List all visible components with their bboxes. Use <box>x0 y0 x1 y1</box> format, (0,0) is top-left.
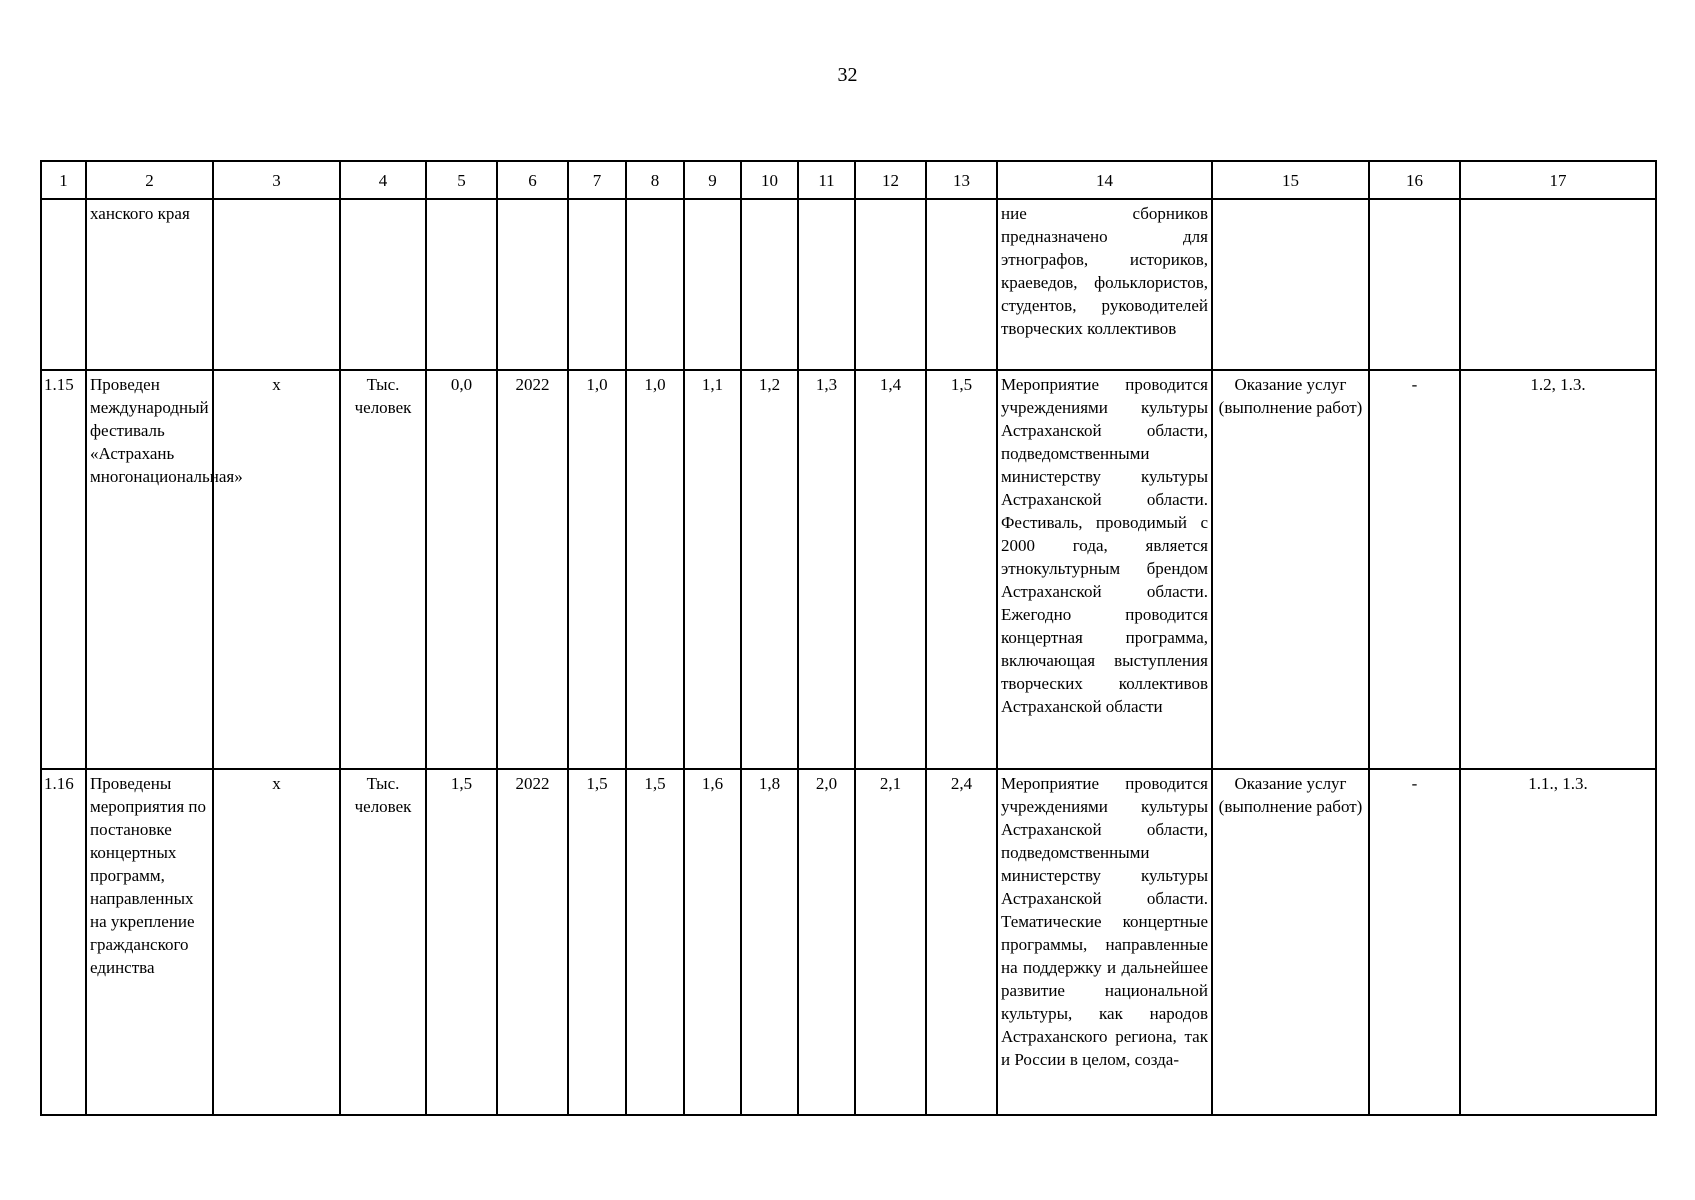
cell-col16: - <box>1369 370 1460 769</box>
value-cell <box>926 199 997 370</box>
result-name: Проведен международный фестиваль «Астрахань многонациональная» <box>86 370 213 769</box>
col-header-11: 11 <box>798 161 855 199</box>
value-cell: 1,3 <box>798 370 855 769</box>
base-year-cell: 2022 <box>497 769 568 1115</box>
type-cell: Оказание услуг (выполнение работ) <box>1212 370 1369 769</box>
cell-col3: х <box>213 370 340 769</box>
row-number: 1.16 <box>41 769 86 1115</box>
unit-cell: Тыс. человек <box>340 769 426 1115</box>
cell-col3 <box>213 199 340 370</box>
value-cell: 1,2 <box>741 370 798 769</box>
value-cell: 2,0 <box>798 769 855 1115</box>
value-cell: 2,1 <box>855 769 926 1115</box>
col-header-3: 3 <box>213 161 340 199</box>
result-name: ханского края <box>86 199 213 370</box>
col-header-1: 1 <box>41 161 86 199</box>
value-cell <box>798 199 855 370</box>
base-value-cell: 1,5 <box>426 769 497 1115</box>
value-cell: 1,4 <box>855 370 926 769</box>
cell-col16 <box>1369 199 1460 370</box>
col-header-8: 8 <box>626 161 684 199</box>
type-cell: Оказание услуг (выполнение работ) <box>1212 769 1369 1115</box>
result-name: Проведены мероприятия по постановке концертных программ, направленных на укрепление гражданского единства <box>86 769 213 1115</box>
base-year-cell <box>497 199 568 370</box>
value-cell <box>568 199 626 370</box>
value-cell: 1,5 <box>626 769 684 1115</box>
page-number: 32 <box>837 64 858 86</box>
cell-col16: - <box>1369 769 1460 1115</box>
value-cell <box>855 199 926 370</box>
col-header-16: 16 <box>1369 161 1460 199</box>
description-cell: Мероприятие проводится учреждениями культуры Астраханской области, подведомственными министерству культуры Астраханской области. Фестиваль, проводимый с 2000 года, является этнокультурным брендом Астраханской области. Ежегодно проводится концертная программа, включающая выступления творческих коллективов Астраханской области <box>997 370 1212 769</box>
value-cell: 1,8 <box>741 769 798 1115</box>
base-value-cell <box>426 199 497 370</box>
value-cell <box>684 199 741 370</box>
col-header-6: 6 <box>497 161 568 199</box>
value-cell: 1,5 <box>568 769 626 1115</box>
col-header-17: 17 <box>1460 161 1656 199</box>
value-cell: 1,6 <box>684 769 741 1115</box>
col-header-9: 9 <box>684 161 741 199</box>
value-cell <box>741 199 798 370</box>
link-cell <box>1460 199 1656 370</box>
link-cell: 1.2, 1.3. <box>1460 370 1656 769</box>
row-number <box>41 199 86 370</box>
cell-col3: х <box>213 769 340 1115</box>
col-header-14: 14 <box>997 161 1212 199</box>
table-row-1-16 <box>41 769 1656 1115</box>
link-cell: 1.1., 1.3. <box>1460 769 1656 1115</box>
value-cell: 2,4 <box>926 769 997 1115</box>
col-header-13: 13 <box>926 161 997 199</box>
header-row <box>41 161 1656 199</box>
row-number: 1.15 <box>41 370 86 769</box>
value-cell: 1,1 <box>684 370 741 769</box>
unit-cell: Тыс. человек <box>340 370 426 769</box>
unit-cell <box>340 199 426 370</box>
base-year-cell: 2022 <box>497 370 568 769</box>
value-cell: 1,0 <box>626 370 684 769</box>
description-cell: Мероприятие проводится учреждениями культуры Астраханской области, подведомственными министерству культуры Астраханской области. Тематические концертные программы, направленные на поддержку и дальнейшее развитие национальной культуры, как народов Астраханского региона, так и России в целом, созда- <box>997 769 1212 1115</box>
base-value-cell: 0,0 <box>426 370 497 769</box>
col-header-2: 2 <box>86 161 213 199</box>
col-header-12: 12 <box>855 161 926 199</box>
col-header-15: 15 <box>1212 161 1369 199</box>
col-header-10: 10 <box>741 161 798 199</box>
description-cell: ние сборников предназначено для этнографов, историков, краеведов, фольклористов, студентов, руководителей творческих коллективов <box>997 199 1212 370</box>
table-row-continuation <box>41 199 1656 370</box>
col-header-4: 4 <box>340 161 426 199</box>
type-cell <box>1212 199 1369 370</box>
indicators-table <box>40 160 1657 1116</box>
value-cell: 1,0 <box>568 370 626 769</box>
table-row-1-15 <box>41 370 1656 769</box>
value-cell <box>626 199 684 370</box>
col-header-7: 7 <box>568 161 626 199</box>
col-header-5: 5 <box>426 161 497 199</box>
value-cell: 1,5 <box>926 370 997 769</box>
